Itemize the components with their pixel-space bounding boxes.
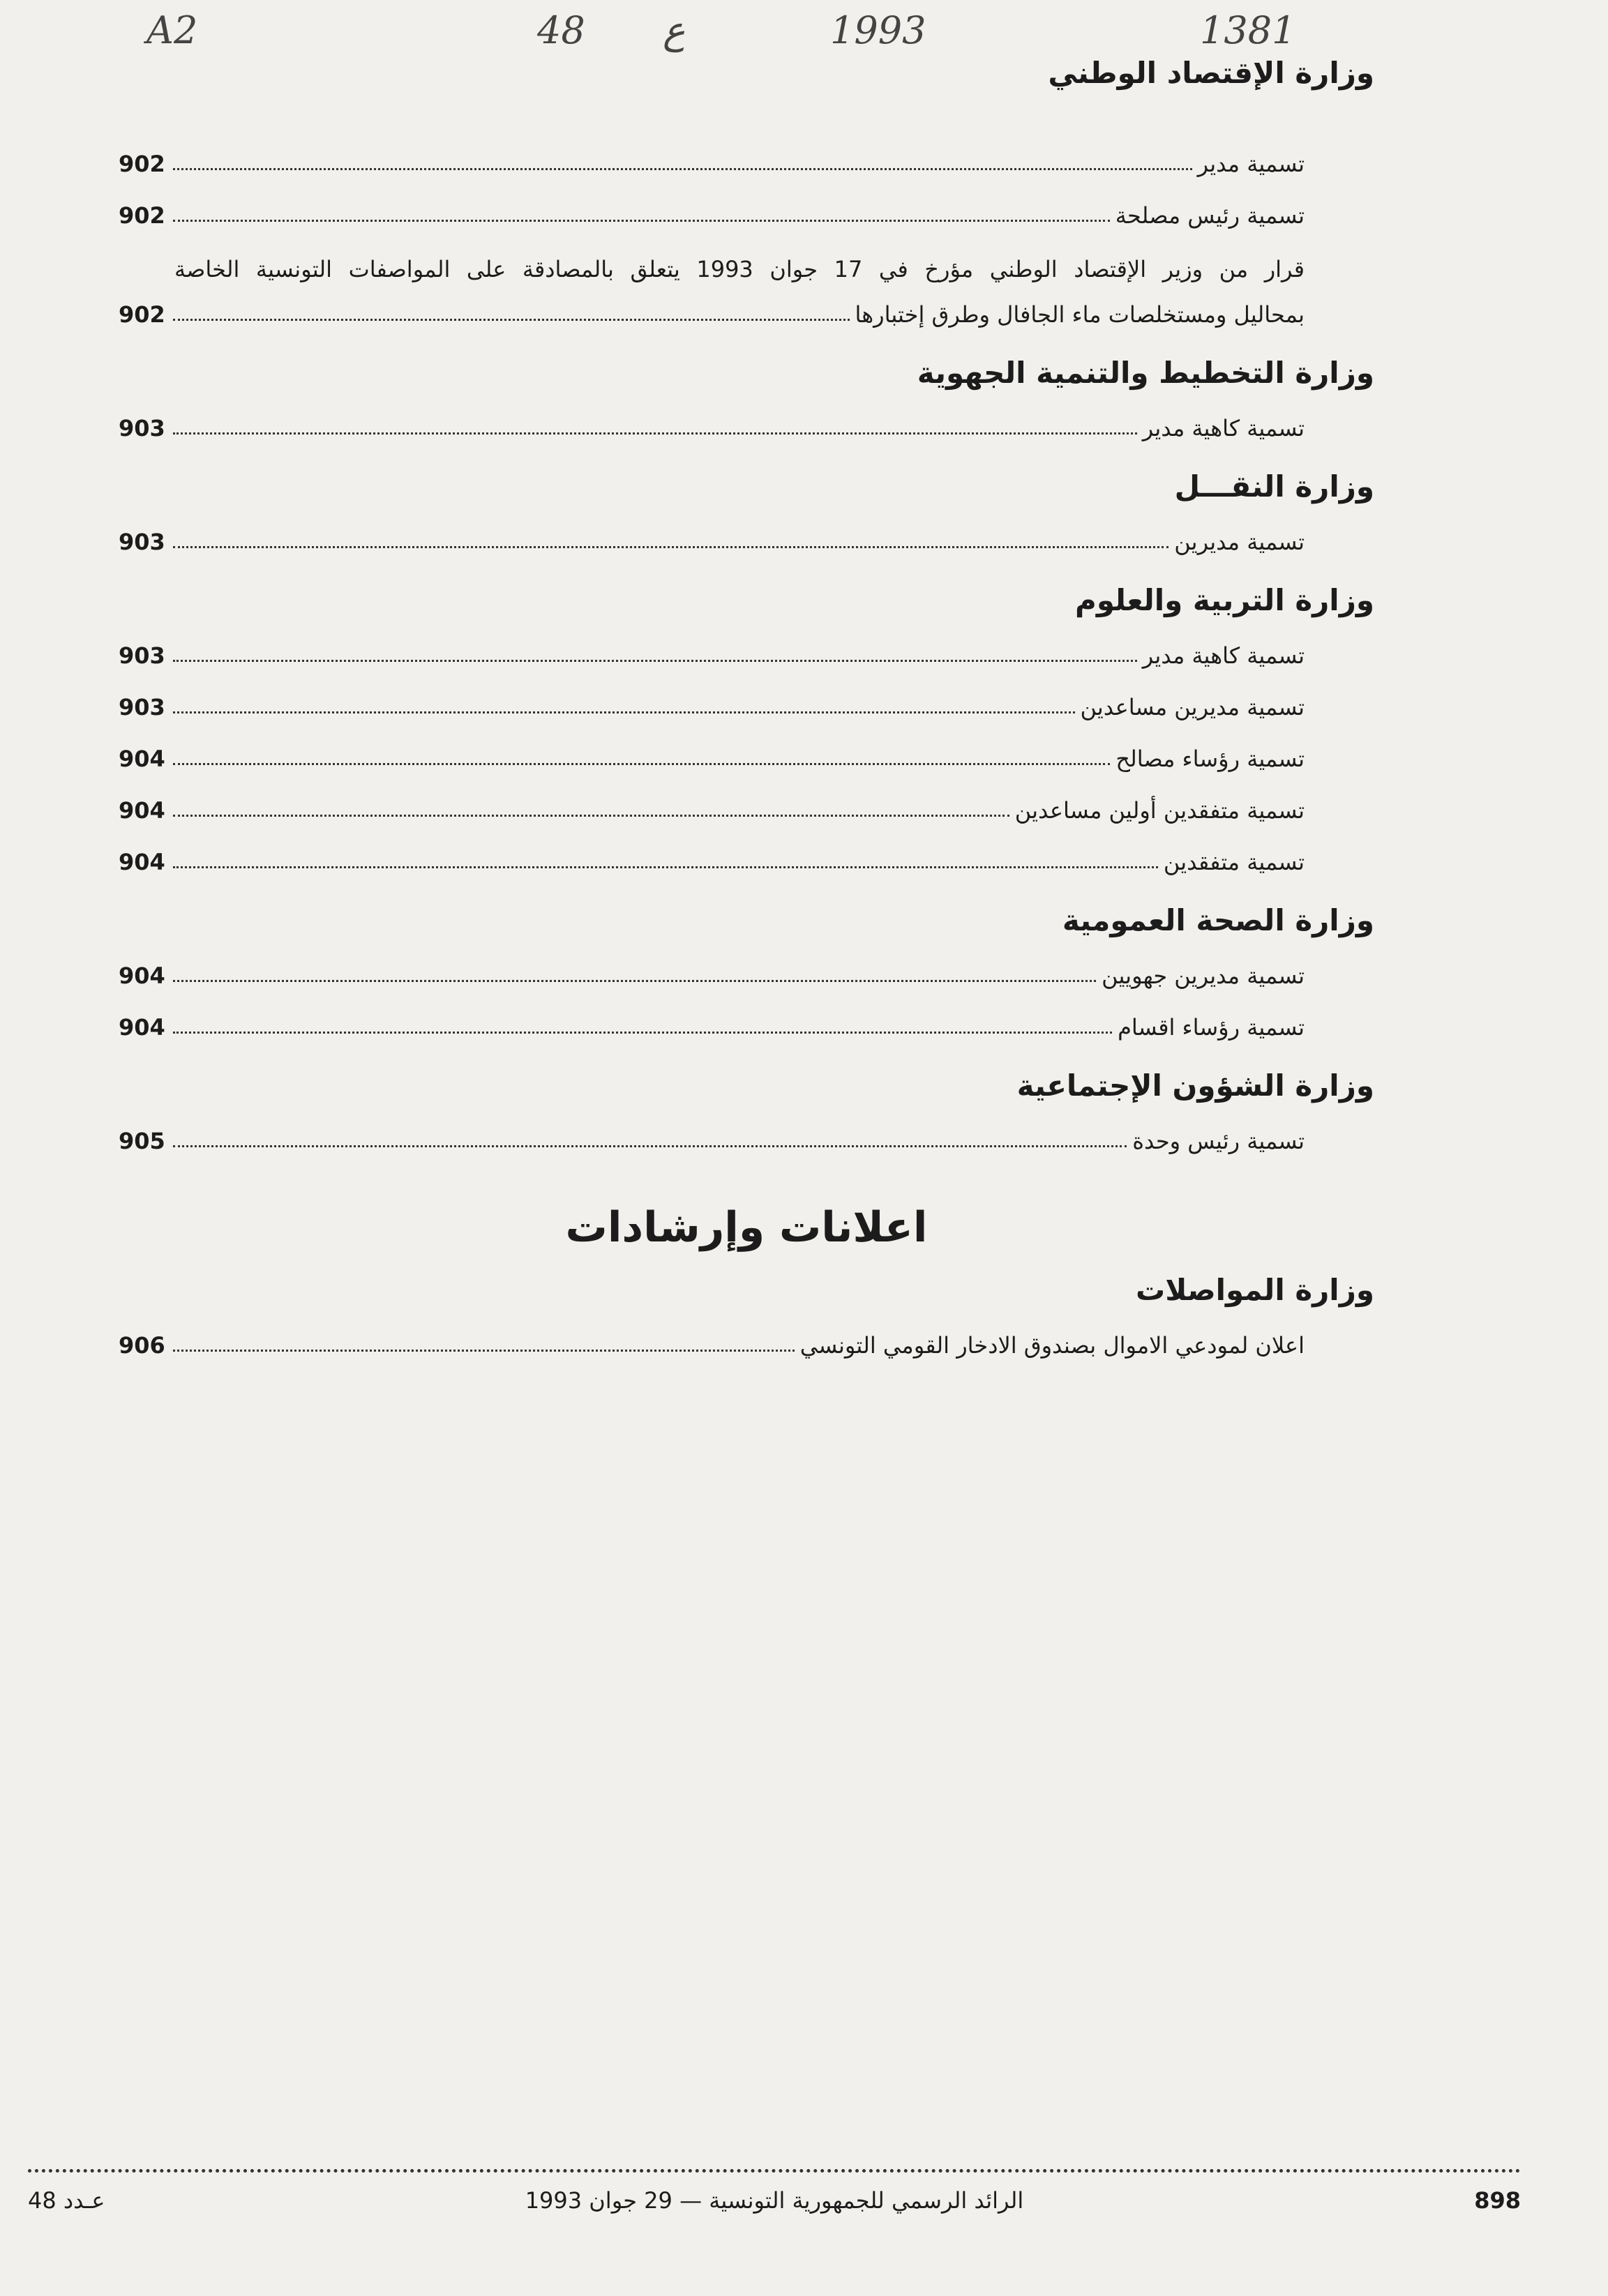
section-title: وزارة التربية والعلوم: [1075, 583, 1374, 617]
handwritten-mark-year: 1993: [830, 8, 926, 52]
toc-page-number: 902: [119, 202, 165, 229]
leader-dots: [173, 980, 1096, 982]
leader-dots: [173, 763, 1110, 765]
handwritten-mark-ain: ع: [663, 8, 686, 52]
toc-entry-label: تسمية كاهية مدير: [1142, 415, 1305, 441]
toc-entry[interactable]: [119, 504, 1374, 555]
leader-dots: [173, 1032, 1112, 1034]
toc-page-number: 902: [119, 301, 165, 328]
handwritten-mark-a2: A2: [146, 8, 198, 52]
leader-dots: [173, 432, 1137, 435]
toc-page-number: 904: [119, 962, 165, 989]
toc-page-number: 906: [119, 1332, 165, 1359]
toc-entry-decree[interactable]: [119, 250, 1374, 328]
section-transport: [119, 469, 1374, 504]
section-title: وزارة التخطيط والتنمية الجهوية: [917, 356, 1374, 390]
section-title: وزارة الصحة العمومية: [1062, 903, 1374, 937]
leader-dots: [173, 1145, 1127, 1147]
leader-dots: [173, 220, 1110, 222]
toc-entry[interactable]: [119, 1103, 1374, 1154]
footer-divider: [28, 2169, 1521, 2173]
section-title: وزارة النقـــل: [1174, 469, 1374, 504]
toc-page-number: 905: [119, 1128, 165, 1154]
toc-entry-label-line1: قرار من وزير الإقتصاد الوطني مؤرخ في 17 جوان 1993 يتعلق بالمصادقة على المواصفات التونسية الخاصة: [174, 256, 1305, 282]
leader-dots: [173, 168, 1192, 170]
leader-dots: [173, 660, 1137, 662]
leader-dots: [173, 866, 1158, 868]
toc-page-number: 903: [119, 529, 165, 555]
toc-page-number: 904: [119, 797, 165, 824]
toc-entry[interactable]: [119, 617, 1374, 669]
toc-entry-label: اعلان لمودعي الاموال بصندوق الادخار القومي التونسي: [799, 1332, 1305, 1359]
toc-page-number: 903: [119, 694, 165, 720]
handwritten-mark-48: 48: [537, 8, 585, 52]
section-title: وزارة الإقتصاد الوطني: [1048, 56, 1374, 90]
leader-dots: [173, 1350, 795, 1352]
section-title: وزارة المواصلات: [1135, 1273, 1374, 1307]
leader-dots: [173, 815, 1009, 817]
toc-page-number: 903: [119, 415, 165, 441]
toc-entry-label: تسمية مديرين: [1174, 529, 1305, 555]
toc-entry[interactable]: [119, 937, 1374, 989]
toc-entry-line2: [119, 289, 1305, 328]
toc-entry[interactable]: [119, 720, 1374, 772]
toc-entry-label: تسمية كاهية مدير: [1142, 642, 1305, 669]
toc-entry-label: تسمية مديرين جهويين: [1102, 962, 1305, 989]
toc-entry-label: تسمية رؤساء مصالح: [1115, 746, 1305, 772]
toc-entry[interactable]: [119, 669, 1374, 720]
section-national-economy: [119, 56, 1374, 126]
toc-entry-label: تسمية رئيس وحدة: [1132, 1128, 1305, 1154]
section-title: وزارة الشؤون الإجتماعية: [1016, 1068, 1374, 1103]
toc-entry[interactable]: [119, 177, 1374, 229]
table-of-contents: [119, 56, 1374, 1359]
section-communications: [119, 1273, 1374, 1307]
leader-dots: [173, 546, 1169, 548]
section-public-health: [119, 903, 1374, 937]
leader-dots: [173, 319, 850, 321]
toc-entry[interactable]: [119, 1307, 1374, 1359]
leader-dots: [173, 711, 1075, 713]
toc-entry-label: تسمية مدير: [1197, 151, 1305, 177]
toc-entry-label: تسمية مديرين مساعدين: [1080, 694, 1305, 720]
toc-entry-label: تسمية رئيس مصلحة: [1115, 202, 1305, 229]
toc-entry-label: تسمية رؤساء اقسام: [1118, 1014, 1305, 1041]
toc-entry[interactable]: [119, 824, 1374, 875]
toc-page-number: 903: [119, 642, 165, 669]
toc-entry[interactable]: [119, 989, 1374, 1041]
toc-entry-label-line2: بمحاليل ومستخلصات ماء الجافال وطرق إختبارها: [855, 301, 1305, 328]
section-social-affairs: [119, 1068, 1374, 1103]
toc-page-number: 904: [119, 746, 165, 772]
page-footer: [28, 2187, 1521, 2229]
publication-title: الرائد الرسمي للجمهورية التونسية — 29 جوان 1993: [525, 2187, 1024, 2214]
toc-entry[interactable]: [119, 772, 1374, 824]
toc-entry-label: تسمية متفقدين أولين مساعدين: [1014, 797, 1305, 824]
toc-entry[interactable]: [119, 126, 1374, 177]
announcements-heading: اعلانات وإرشادات: [565, 1203, 928, 1252]
issue-number: عـدد 48: [28, 2187, 105, 2214]
page-number: 898: [1474, 2187, 1521, 2214]
toc-entry-label: تسمية متفقدين: [1163, 849, 1305, 875]
toc-entry[interactable]: [119, 390, 1374, 441]
section-planning: [119, 356, 1374, 390]
handwritten-mark-1381: 1381: [1200, 8, 1296, 52]
toc-page-number: 902: [119, 151, 165, 177]
section-education: [119, 583, 1374, 617]
toc-page-number: 904: [119, 1014, 165, 1041]
toc-page-number: 904: [119, 849, 165, 875]
